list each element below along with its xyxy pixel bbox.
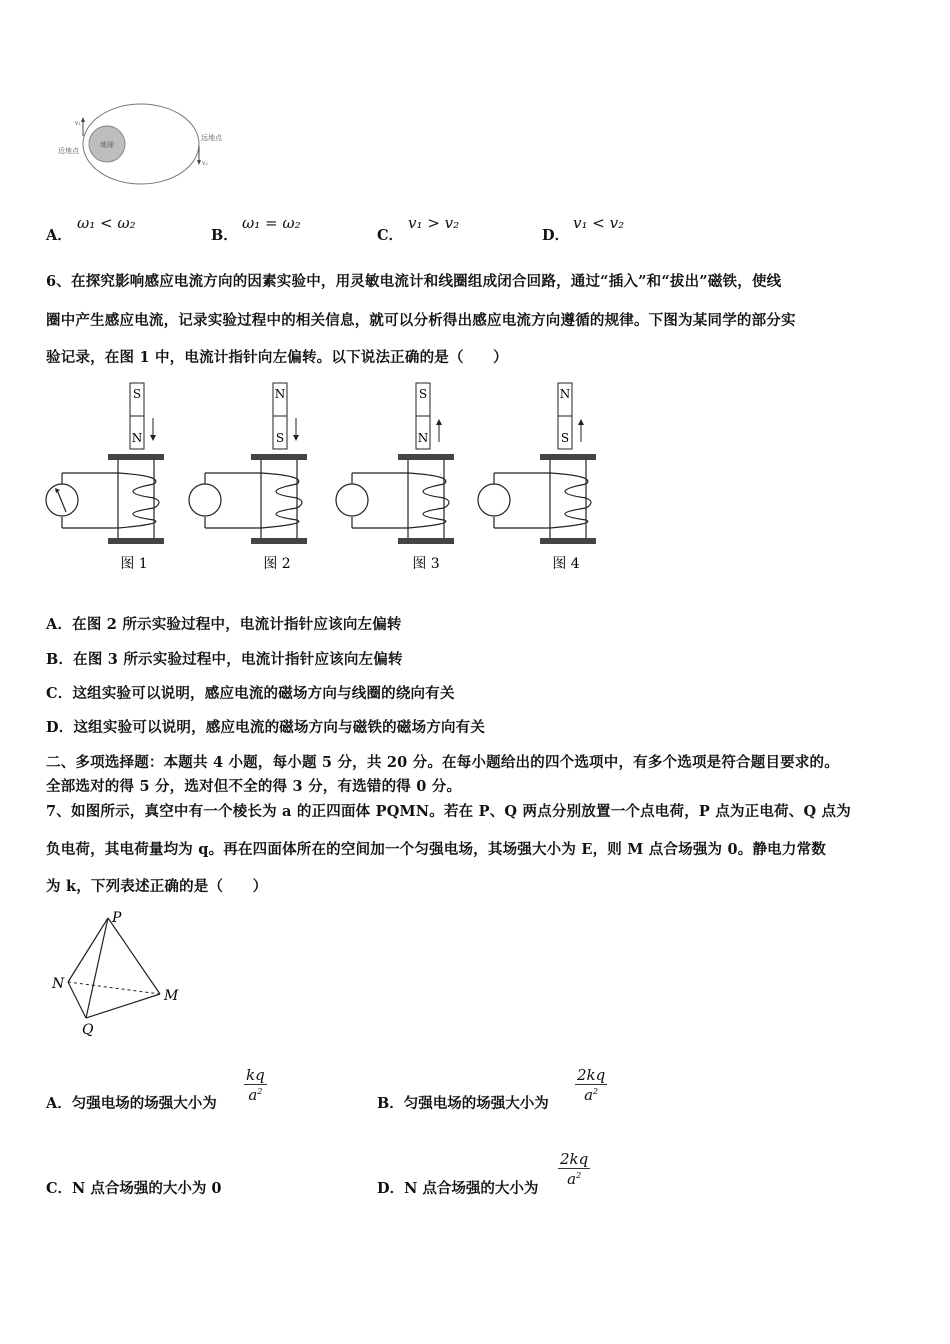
q5-option-a-expr: ω₁ < ω₂ [77, 214, 136, 232]
near-point-label: 近地点 [58, 147, 79, 155]
figure-1 [46, 383, 164, 572]
v1-label: v₁ [75, 120, 81, 127]
q5-option-c-expr: v₁ > v₂ [408, 214, 460, 232]
q5-option-b: B． [211, 227, 238, 244]
section-2-heading: 二、多项选择题：本题共 4 小题，每小题 5 分，共 20 分。在每小题给出的四个选项中，有多个选项是符合题目要求的。 [46, 754, 839, 771]
vertex-m-label: M [164, 988, 179, 1004]
orbit-figure [55, 100, 235, 190]
vertex-n-label: N [52, 976, 65, 992]
q6-line-1: 6、在探究影响感应电流方向的因素实验中，用灵敏电流计和线圈组成闭合回路，通过“插入”和“拔出”磁铁，使线 [46, 273, 782, 290]
q5-option-d: D． [542, 227, 570, 244]
q7-line-1: 7、如图所示，真空中有一个棱长为 a 的正四面体 PQMN。若在 P、Q 两点分别放置一个点电荷，P 点为正电荷、Q 点为 [46, 803, 851, 820]
tetrahedron-figure [48, 908, 188, 1038]
magnet-1-top-pole: S [132, 387, 142, 401]
magnet-1-bottom-pole: N [131, 431, 143, 445]
q6-option-a: A．在图 2 所示实验过程中，电流计指针应该向左偏转 [46, 616, 402, 633]
galvanometer-3 [336, 484, 368, 516]
q6-option-d: D．这组实验可以说明，感应电流的磁场方向与磁铁的磁场方向有关 [46, 719, 486, 736]
q6-option-c: C．这组实验可以说明，感应电流的磁场方向与线圈的绕向有关 [46, 685, 455, 702]
induction-figure [40, 380, 620, 580]
vertex-p-label: P [112, 910, 122, 926]
figure-3 [336, 383, 454, 572]
q7-option-d: D．N 点合场强的大小为 [377, 1180, 539, 1197]
figure-2 [189, 383, 307, 572]
vertex-q-label: Q [82, 1022, 94, 1038]
figure-4 [478, 383, 596, 572]
q7-option-d-fraction: 2kq $a^2$ [560, 1150, 589, 1188]
magnet-3-bottom-pole: N [417, 431, 429, 445]
magnet-4-top-pole: N [559, 387, 571, 401]
q7-option-b: B．匀强电场的场强大小为 [377, 1095, 549, 1112]
q6-option-b: B．在图 3 所示实验过程中，电流计指针应该向左偏转 [46, 651, 403, 668]
galvanometer-2 [189, 484, 221, 516]
q5-option-c: C． [377, 227, 404, 244]
q5-option-b-expr: ω₁ = ω₂ [242, 214, 301, 232]
q7-option-a: A．匀强电场的场强大小为 [46, 1095, 217, 1112]
q5-option-a: A． [46, 227, 72, 244]
magnet-2-top-pole: N [274, 387, 286, 401]
far-point-label: 远地点 [201, 134, 222, 142]
galvanometer-1 [46, 484, 78, 516]
galvanometer-4 [478, 484, 510, 516]
magnet-4-bottom-pole: S [560, 431, 570, 445]
q7-option-a-fraction: kq $a^2$ [246, 1066, 265, 1104]
figure-3-caption: 图 3 [412, 556, 440, 572]
figure-4-caption: 图 4 [552, 556, 580, 572]
figure-2-caption: 图 2 [263, 556, 291, 572]
v2-label: v₂ [202, 160, 208, 167]
magnet-3-top-pole: S [418, 387, 428, 401]
q6-line-2: 圈中产生感应电流，记录实验过程中的相关信息，就可以分析得出感应电流方向遵循的规律。下图为某同学的部分实 [46, 312, 796, 329]
planet-label: 地球 [100, 141, 114, 149]
magnet-2-bottom-pole: S [275, 431, 285, 445]
figure-1-caption: 图 1 [120, 556, 148, 572]
q7-option-c: C．N 点合场强的大小为 0 [46, 1180, 222, 1197]
q7-option-b-fraction: 2kq $a^2$ [577, 1066, 606, 1104]
q7-line-2: 负电荷，其电荷量均为 q。再在四面体所在的空间加一个匀强电场，其场强大小为 E，则 M 点合场强为 0。静电力常数 [46, 841, 826, 858]
q7-line-3: 为 k，下列表述正确的是（ ） [46, 878, 268, 895]
section-2-scoring: 全部选对的得 5 分，选对但不全的得 3 分，有选错的得 0 分。 [46, 778, 462, 795]
q6-line-3: 验记录，在图 1 中，电流计指针向左偏转。以下说法正确的是（ ） [46, 349, 508, 366]
q5-option-d-expr: v₁ < v₂ [573, 214, 625, 232]
